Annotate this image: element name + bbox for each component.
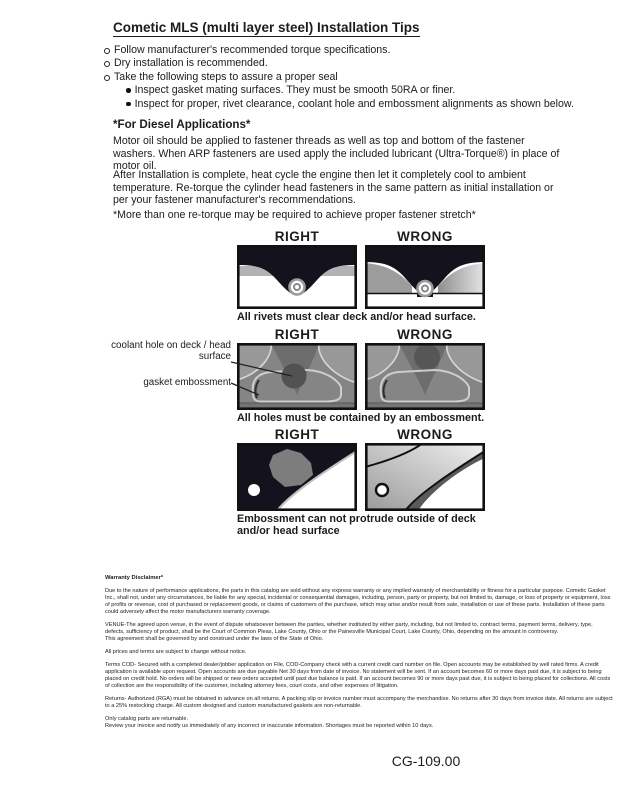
rivet-right-figure	[237, 245, 357, 309]
protrusion-right-figure	[237, 443, 357, 511]
list-item-text: Follow manufacturer's recommended torque specifications.	[114, 44, 391, 56]
coolant-hole-annotation: coolant hole on deck / head surface	[111, 340, 231, 362]
diagram-row-embossment-containment	[237, 328, 497, 425]
right-label: RIGHT	[274, 427, 320, 442]
bullet-marker	[104, 75, 110, 81]
list-item-text: Inspect gasket mating surfaces. They must be smooth 50RA or finer.	[134, 84, 456, 97]
bullet-marker	[126, 88, 131, 93]
right-label: RIGHT	[274, 327, 320, 342]
embossment-wrong-figure	[365, 343, 485, 410]
installation-tips-list	[104, 44, 594, 111]
legal-paragraph: All prices and terms are subject to change without notice.	[105, 649, 247, 655]
list-item	[104, 57, 594, 70]
panel-labels	[237, 428, 497, 443]
legal-paragraph: Review your invoice and notify us immediately of any incorrect or inaccurate information. Shortages must be reported within 10 days.	[105, 723, 434, 729]
list-item	[104, 44, 594, 57]
panels	[237, 443, 497, 511]
panel-labels	[237, 230, 497, 245]
sub-list-item	[126, 98, 594, 111]
list-item-text: Dry installation is recommended.	[114, 57, 268, 70]
list-item-text: Take the following steps to assure a proper seal	[114, 70, 338, 83]
rivet-wrong-figure	[365, 245, 485, 309]
bullet-marker	[104, 48, 110, 54]
wrong-label: WRONG	[397, 229, 453, 244]
legal-paragraph: This agreement shall be governed by and construed under the laws of the State of Ohio.	[105, 636, 324, 642]
wrong-label: WRONG	[397, 427, 453, 442]
diesel-paragraph: After Installation is complete, heat cycle the engine then let it completely cool to ambient temperature. Re-torque the cylinder head fasteners in the same pattern as initial installation or per your fastener manufacturer's recommendations.	[113, 169, 554, 207]
legal-paragraph: Returns- Authorized (RGA) must be obtained in advance on all returns. A packing slip or invoice number must accompany the merchandise. No returns after 30 days from invoice date. All returns are subject to a 25% restocking charge. All custom designed and custom manufactured gaskets are non-returnable.	[105, 696, 613, 709]
page-number: CG-109.00	[391, 753, 461, 769]
panels	[237, 245, 497, 309]
bullet-marker	[126, 102, 131, 107]
bullet-marker	[104, 61, 110, 67]
list-item	[104, 71, 594, 84]
diesel-applications-heading: *For Diesel Applications*	[113, 118, 251, 131]
page-title-text: Cometic MLS (multi layer steel) Installation Tips	[113, 20, 420, 35]
gasket-embossment-annotation: gasket embossment	[143, 377, 231, 388]
legal-paragraph: Due to the nature of performance applications, the parts in this catalog are sold without any express warranty or any implied warranty of merchantability or fitness for a particular purpose. Cometic Gasket Inc., shall not, under any circumstances, be liable for any special, incidental or consequential damages, including, person, party or property, but not limited to, damage, or loss of property or equipment, loss of profits or revenue, cost of purchased or replacement goods, or claims of customers of the purchase, which may arise and/or result from sale, installation or use of these parts. Installation of these parts could adversely affect the motor manufacturers warranty coverage.	[105, 588, 611, 615]
right-label: RIGHT	[274, 229, 320, 244]
diagram-caption: All holes must be contained by an embossment.	[237, 412, 485, 424]
wrong-label: WRONG	[397, 327, 453, 342]
panel-labels	[237, 328, 497, 343]
panels	[237, 343, 497, 410]
diesel-paragraph: Motor oil should be applied to fastener threads as well as top and bottom of the fastener washers. When ARP fasteners are used apply the included lubricant (Ultra-Torque®) in place of motor oil.	[113, 135, 560, 173]
page-title	[113, 20, 420, 37]
diagram-row-embossment-protrusion	[237, 428, 497, 538]
legal-paragraph: Terms COD- Secured with a completed dealer/jobber application on File, COD-Company check with a current credit card number on file. Open accounts may be established by well rated firms. A credit application is available upon request. Open accounts are due payable Net 30 days from date of invoice. No statement will be sent. If an account becomes 60 or more days past due, it is subject to being placed on credit hold. No orders will be shipped or new orders accepted until past due balance is paid. If an account becomes 90 or more days past due, it is subject to being placed for collections. All costs of collection are the responsibility of the customer, including attorney fees, court costs, and other expenses of litigation.	[105, 662, 611, 689]
retorque-note: *More than one re-torque may be required to achieve proper fastener stretch*	[113, 209, 476, 221]
warranty-disclaimer-section	[105, 575, 613, 736]
embossment-right-figure	[237, 343, 357, 410]
warranty-disclaimer-heading: Warranty Disclaimer*	[105, 575, 164, 581]
legal-paragraph: Only catalog parts are returnable.	[105, 716, 189, 722]
sub-list-item	[126, 84, 594, 97]
legal-paragraph: VENUE-The agreed upon venue, in the event of dispute whatsoever between the parties, whether instituted by either party, including, but not limited to, contract terms, payment terms, delivery, type, defects, sufficiency of product, shall be the Court of Common Pleas, Lake County, Ohio or the Painesville Municipal Court, Lake County, Ohio, depending on the amount in controversy.	[105, 622, 593, 635]
list-item-text: Inspect for proper, rivet clearance, coolant hole and embossment alignments as shown below.	[134, 97, 574, 110]
diagram-caption: Embossment can not protrude outside of deck and/or head surface	[237, 513, 476, 537]
diagram-row-rivet-clearance	[237, 230, 497, 324]
protrusion-wrong-figure	[365, 443, 485, 511]
diagram-caption: All rivets must clear deck and/or head surface.	[237, 311, 476, 323]
